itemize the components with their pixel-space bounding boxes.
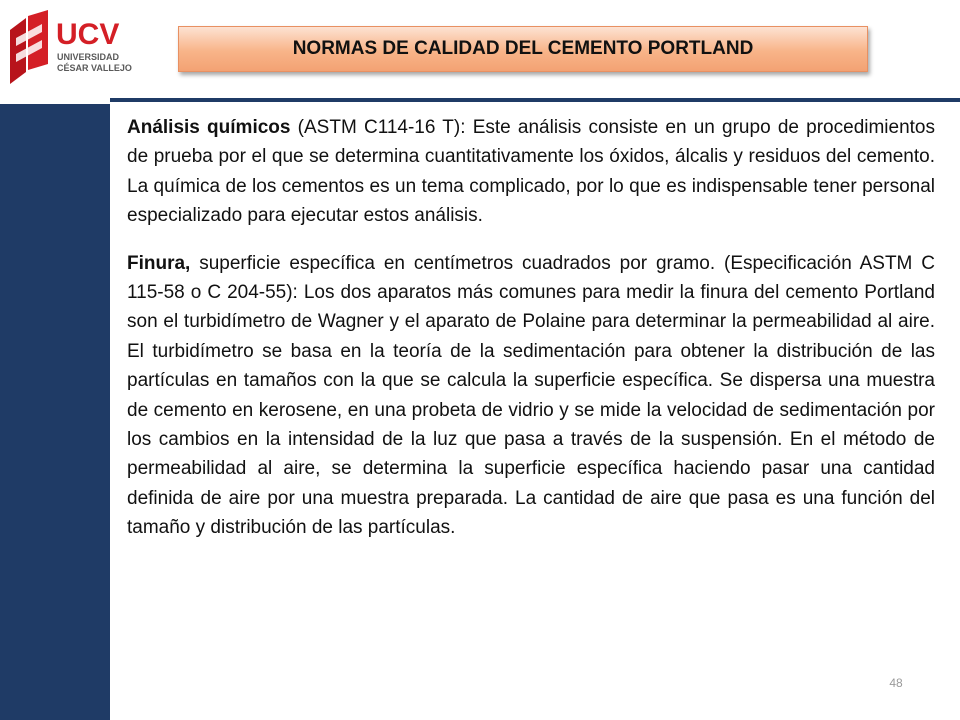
page-number: 48	[889, 676, 903, 690]
ucv-logo-graphic	[6, 8, 146, 92]
paragraph-term: Análisis químicos	[127, 117, 291, 138]
logo-line1: UNIVERSIDAD	[57, 52, 120, 62]
side-bar	[0, 104, 110, 720]
paragraph-finura	[127, 249, 935, 543]
paragraph-analisis-quimicos	[127, 113, 935, 231]
slide-content	[127, 113, 935, 543]
paragraph-term: Finura,	[127, 252, 191, 274]
paragraph-text: (ASTM C114-16 T): Este análisis consiste en un grupo de procedimientos de prueba por el que se determina cuantitativamente los óxidos, álcalis y residuos del cemento. La química de los cementos es un tema complicado, por lo que es indispensable tener personal especializado para ejecutar estos análisis.	[127, 117, 936, 227]
header-divider	[110, 98, 960, 102]
slide-title-box	[178, 26, 868, 72]
slide-title: NORMAS DE CALIDAD DEL CEMENTO PORTLAND	[292, 38, 754, 59]
logo-acronym: UCV	[56, 18, 120, 51]
ucv-logo	[6, 8, 146, 92]
logo-line2: CÉSAR VALLEJO	[57, 63, 132, 73]
paragraph-text: superficie específica en centímetros cuadrados por gramo. (Especificación ASTM C 115-58 o C 204-55): Los dos aparatos más comunes para medir la finura del cemento Portland son el turbidímetro de Wagner y el aparato de Polaine para determinar la permeabilidad al aire. El turbidímetro se basa en la teoría de la sedimentación para obtener la distribución de las partículas en tamaños con la que se calcula la superficie específica. Se dispersa una muestra de cemento en kerosene, en una probeta de vidrio y se mide la velocidad de sedimentación por los cambios en la intensidad de la luz que pasa a través de la suspensión. En el método de permeabilidad al aire, se determina la superficie específica haciendo pasar una cantidad definida de aire por una muestra preparada. La cantidad de aire que pasa es una función del tamaño y distribución de las partículas.	[127, 252, 935, 539]
